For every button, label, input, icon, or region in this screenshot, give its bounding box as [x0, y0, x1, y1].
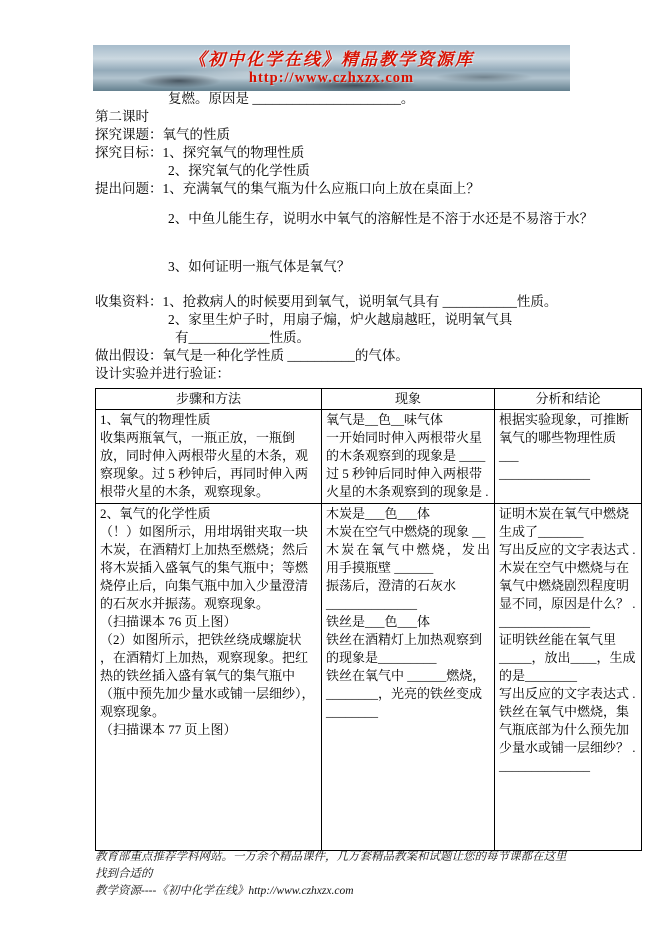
cell-text: （2）如图所示，把铁丝绕成螺旋状 ，在酒精灯上加热，观察现象。把红热的铁丝插入盛有氧气的集气瓶中（瓶中预先加少量水或铺一层细纱），观察现象。	[100, 632, 315, 719]
promo-footer	[95, 849, 577, 900]
table-row-chemical	[96, 504, 642, 851]
footer-line-2: 教学资源----《初中化学在线》http://www.czhxzx.com	[95, 885, 354, 897]
goal-line-2: 2、探究氧气的化学性质	[168, 163, 310, 178]
cell-chemical-analysis	[495, 504, 642, 851]
cell-text: 2、氧气的化学性质	[100, 506, 211, 521]
cell-text: 铁丝在氧气中燃烧，集气瓶底部为什么预先加少量水或铺一层细纱？ .	[499, 704, 636, 755]
lesson-heading: 第二课时	[95, 109, 149, 124]
cell-text: 一开始同时伸入两根带火星的木条观察到的现象是 ____	[326, 430, 486, 463]
cell-text: 收集两瓶氧气，一瓶正放，一瓶倒放，同时伸入两根带火星的木条，观察现象。过 5 秒钟后，再同时伸入两根带火星的木条，观察现象。	[100, 430, 309, 499]
cell-text: 木炭在空气中燃烧的现象 __	[326, 524, 486, 539]
header-phenomena: 现象	[322, 389, 495, 410]
goal-line-1: 探究目标：1、探究氧气的物理性质	[95, 145, 305, 160]
cell-text: 氧气是__色__味气体	[326, 412, 444, 427]
site-banner-image	[93, 45, 570, 91]
experiment-table	[95, 388, 642, 851]
banner-title: 《初中化学在线》精品教学资源库	[189, 50, 474, 69]
cell-text: （扫描课本 76 页上图）	[100, 614, 237, 629]
cell-text: 根据实验现象，可推断氧气的哪些物理性质 ___	[499, 412, 630, 463]
fill-in-line: 复燃。原因是 ______________________。	[168, 91, 415, 106]
design-line: 设计实验并进行验证：	[95, 366, 230, 381]
material-line-2: 2、家里生炉子时，用扇子煽，炉火越扇越旺，说明氧气具	[168, 312, 513, 327]
material-line-3: 有____________性质。	[175, 330, 310, 345]
question-line-1: 提出问题：1、充满氧气的集气瓶为什么应瓶口向上放在桌面上？	[95, 181, 480, 196]
cell-text: 证明木炭在氧气中燃烧生成了_______	[499, 506, 630, 539]
cell-text: 铁丝在酒精灯上加热观察到的现象是_________	[326, 632, 483, 665]
cell-text: 木炭在空气中燃烧与在氧气中燃烧剧烈程度明显不同，原因是什么？ .	[499, 560, 636, 611]
cell-text: 铁丝在氧气中 ______燃烧，________，光亮的铁丝变成________	[326, 668, 486, 719]
question-line-2: 2、中鱼儿能生存，说明水中氧气的溶解性是不溶于水还是不易溶于水？	[168, 211, 594, 226]
cell-text: 振荡后，澄清的石灰水	[326, 578, 457, 593]
header-steps: 步骤和方法	[96, 389, 322, 410]
cell-text: ______________	[499, 466, 590, 481]
cell-chemical-phenomena	[322, 504, 495, 851]
cell-text: ______________	[326, 596, 417, 611]
cell-text: 1、氧气的物理性质	[100, 412, 211, 427]
cell-text: （扫描课本 77 页上图）	[100, 722, 237, 737]
cell-physical-steps	[96, 410, 322, 504]
cell-text: 证明铁丝能在氧气里_____，放出____，生成的是________	[499, 632, 636, 683]
cell-text: 写出反应的文字表达式 .	[499, 686, 636, 701]
cell-text: 用手摸瓶壁 ______	[326, 560, 434, 575]
header-analysis: 分析和结论	[495, 389, 642, 410]
cell-chemical-steps	[96, 504, 322, 851]
cell-text: ______________	[499, 758, 590, 773]
material-line-1: 收集资料：1、抢救病人的时候要用到氧气，说明氧气具有 ___________性质。	[95, 294, 558, 309]
cell-text: ______________	[499, 614, 590, 629]
banner-url: http://www.czhxzx.com	[248, 70, 415, 86]
cell-text: 木炭在氧气中燃烧，发出	[326, 542, 490, 557]
hypothesis-line: 做出假设：氧气是一种化学性质 __________的气体。	[95, 348, 409, 363]
cell-text: 过 5 秒钟后同时伸入两根带火星的木条观察到的现象是 .	[326, 466, 489, 499]
cell-physical-phenomena	[322, 410, 495, 504]
question-line-3: 3、如何证明一瓶气体是氧气？	[168, 259, 351, 274]
cell-text: 铁丝是___色___体	[326, 614, 431, 629]
footer-line-1: 教育部重点推荐学科网站。一万余个精品课件，几万套精品教案和试题让您的每节课都在这里找到合适的	[95, 851, 567, 880]
cell-text: 木炭是___色___体	[326, 506, 431, 521]
cell-text: 写出反应的文字表达式 .	[499, 542, 636, 557]
cell-physical-analysis	[495, 410, 642, 504]
table-header-row	[96, 389, 642, 410]
topic-line: 探究课题：氧气的性质	[95, 127, 230, 142]
table-row-physical	[96, 410, 642, 504]
cell-text: （！）如图所示，用坩埚钳夹取一块木炭，在酒精灯上加热至燃烧；然后将木炭插入盛氧气的集气瓶中；等燃烧停止后，向集气瓶中加入少量澄清的石灰水并振荡。观察现象。	[100, 524, 309, 611]
document-body	[95, 90, 594, 383]
